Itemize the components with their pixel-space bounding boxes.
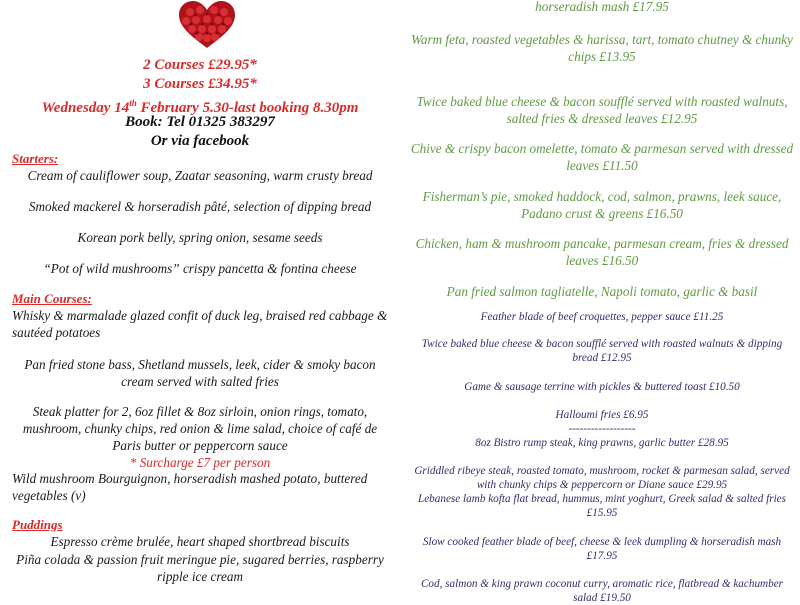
starter-item: “Pot of wild mushrooms” crispy pancetta & fontina cheese xyxy=(43,261,357,276)
menu-item: Halloumi fries £6.95 xyxy=(555,409,649,421)
menu-item: Cod, salmon & king prawn coconut curry, aromatic rice, flatbread & kachumber salad £19.50 xyxy=(420,578,784,604)
special-item: Pan fried salmon tagliatelle, Napoli tomato, garlic & basil xyxy=(446,284,758,299)
starter-item: Korean pork belly, spring onion, sesame seeds xyxy=(77,230,323,245)
pudding-item: Piña colada & passion fruit meringue pie, sugared berries, raspberry ripple ice cream xyxy=(16,552,384,584)
main-item: Whisky & marmalade glazed confit of duck leg, braised red cabbage & sautéed potatoes xyxy=(12,308,388,340)
starter-item: Smoked mackerel & horseradish pâté, selection of dipping bread xyxy=(28,199,372,214)
menu-item: 8oz Bistro rump steak, king prawns, garlic butter £28.95 xyxy=(475,437,729,449)
menu-item: Lebanese lamb kofta flat bread, hummus, mint yoghurt, Greek salad & salted fries £15.95 xyxy=(417,493,786,519)
special-item: Fisherman’s pie, smoked haddock, cod, salmon, prawns, leek sauce, Padano crust & greens £16.50 xyxy=(422,189,782,221)
starter-item: Cream of cauliflower soup, Zaatar seasoning, warm crusty bread xyxy=(27,168,373,183)
special-item: horseradish mash £17.95 xyxy=(535,0,669,14)
special-item: Warm feta, roasted vegetables & harissa, tart, tomato chutney & chunky chips £13.95 xyxy=(411,32,793,64)
main-item: Wild mushroom Bourguignon, horseradish mashed potato, buttered vegetables (v) xyxy=(12,471,368,503)
surcharge-note: * Surcharge £7 per person xyxy=(129,455,271,470)
two-courses-price: 2 Courses £29.95* xyxy=(143,57,257,73)
special-item: Chicken, ham & mushroom pancake, parmesan cream, fries & dressed leaves £16.50 xyxy=(415,236,789,268)
mains-heading: Main Courses: xyxy=(12,291,92,306)
three-courses-price: 3 Courses £34.95* xyxy=(143,76,257,92)
menu-item: Slow cooked feather blade of beef, cheese & leek dumpling & horseradish mash £17.95 xyxy=(422,536,782,562)
divider-line: ------------------ xyxy=(568,423,636,435)
special-item: Twice baked blue cheese & bacon soufflé served with roasted walnuts, salted fries & dressed leaves £12.95 xyxy=(416,94,788,126)
main-item: Pan fried stone bass, Shetland mussels, leek, cider & smoky bacon cream served with salted fries xyxy=(24,357,376,389)
starters-heading: Starters: xyxy=(12,151,59,166)
menu-item: Game & sausage terrine with pickles & buttered toast £10.50 xyxy=(464,381,740,393)
menu-item: Griddled ribeye steak, roasted tomato, mushroom, rocket & parmesan salad, served with chunky chips & peppercorn or Diane sauce £29.95 xyxy=(414,465,790,491)
pudding-item: Espresso crème brulée, heart shaped shortbread biscuits xyxy=(50,534,350,549)
rose-heart-icon xyxy=(176,0,238,50)
puddings-heading: Puddings xyxy=(12,517,63,532)
booking-phone: Book: Tel 01325 383297 xyxy=(125,114,275,130)
menu-item: Twice baked blue cheese & bacon soufflé served with roasted walnuts & dipping bread £12.95 xyxy=(421,338,783,364)
menu-item: Feather blade of beef croquettes, pepper sauce £11.25 xyxy=(480,311,724,323)
event-date: Wednesday 14th February 5.30-last booking 8.30pm xyxy=(41,98,359,116)
special-item: Chive & crispy bacon omelette, tomato & parmesan served with dressed leaves £11.50 xyxy=(410,141,794,173)
booking-facebook: Or via facebook xyxy=(150,133,250,149)
main-item: Steak platter for 2, 6oz fillet & 8oz sirloin, onion rings, tomato, mushroom, chunky chips, red onion & lime salad, choice of café de Paris butter or peppercorn sauce xyxy=(22,404,378,453)
